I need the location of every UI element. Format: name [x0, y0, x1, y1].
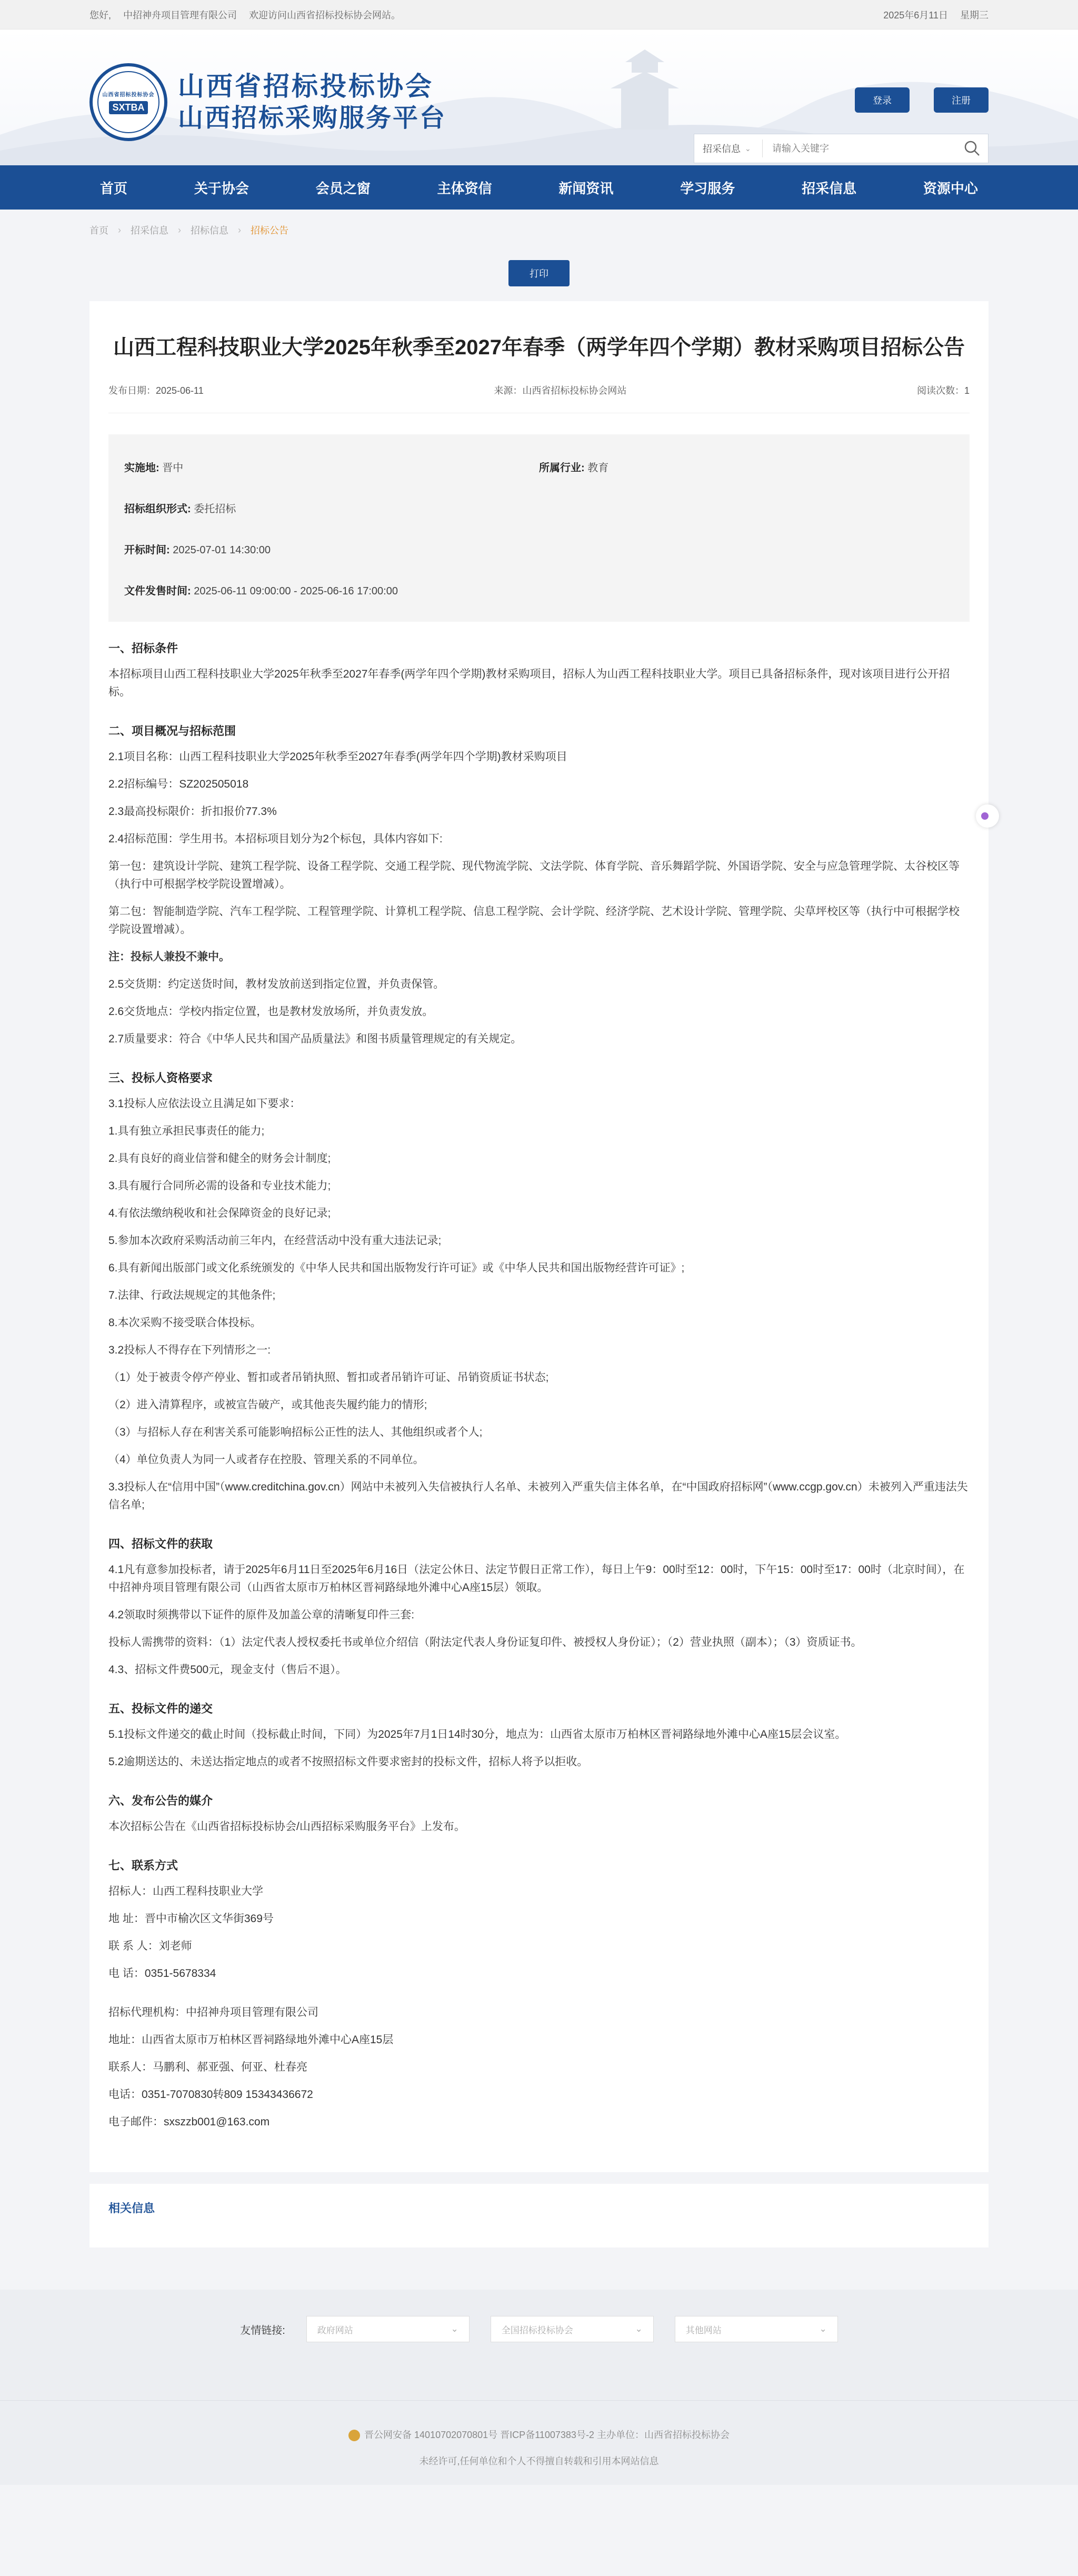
main-nav [0, 165, 1078, 210]
site-title-line2: 山西招标采购服务平台 [178, 104, 447, 132]
article-card [89, 301, 989, 2172]
doc-time-value: 2025-06-11 09:00:00 - 2025-06-16 17:00:00 [194, 585, 398, 597]
section-heading: 六、发布公告的媒介 [108, 1794, 213, 1807]
search-category-select[interactable] [694, 140, 763, 157]
paragraph: 电话：0351-7070830转809 15343436672 [108, 2088, 313, 2101]
org-form-label: 招标组织形式: [124, 503, 191, 515]
paragraph: 1.具有独立承担民事责任的能力; [108, 1125, 265, 1137]
nav-about[interactable]: 关于协会 [194, 180, 249, 196]
section-heading: 二、项目概况与招标范围 [108, 724, 236, 738]
current-weekday: 星期三 [960, 10, 989, 21]
copyright [0, 2400, 1078, 2474]
chevron-down-icon: ⌄ [819, 2324, 827, 2334]
link-select-gov[interactable] [306, 2316, 470, 2342]
paragraph: 地址：山西省太原市万柏林区晋祠路绿地外滩中心A座15层 [108, 2034, 394, 2046]
link-select-national[interactable] [491, 2316, 654, 2342]
seal-abbr: SXTBA [109, 101, 147, 114]
paragraph: 2.6交货地点：学校内指定位置，也是教材发放场所，并负责发放。 [108, 1006, 434, 1018]
paragraph: 4.1凡有意参加投标者，请于2025年6月11日至2025年6月16日（法定公休日、法定节假日正常工作），每日上午9：00时至12：00时，下午15：00时至17：00时（北京时间），在中招神舟项目管理有限公司（山西省太原市万柏林区晋祠路绿地外滩中心A座15层）领取。 [108, 1564, 965, 1594]
current-date: 2025年6月11日 [883, 10, 948, 21]
link-select-label: 政府网站 [317, 2325, 353, 2335]
section-heading: 三、投标人资格要求 [108, 1071, 213, 1085]
paragraph: 3.2投标人不得存在下列情形之一: [108, 1344, 271, 1356]
breadcrumb-procurement[interactable]: 招采信息 [131, 225, 168, 236]
welcome-text: 欢迎访问山西省招标投标协会网站。 [249, 10, 401, 21]
chevron-down-icon: ⌄ [745, 144, 751, 153]
breadcrumb-current: 招标公告 [251, 225, 288, 236]
paragraph: 招标人：山西工程科技职业大学 [108, 1885, 263, 1897]
nav-members[interactable]: 会员之窗 [315, 180, 371, 196]
paragraph: （2）进入清算程序，或被宣告破产，或其他丧失履约能力的情形; [108, 1399, 427, 1411]
section-heading: 五、投标文件的递交 [108, 1702, 213, 1715]
breadcrumb [89, 210, 989, 251]
site-logo[interactable] [89, 63, 446, 141]
paragraph: 本次招标公告在《山西省招标投标协会/山西招标采购服务平台》上发布。 [108, 1821, 465, 1833]
friendly-links [0, 2316, 1078, 2342]
paragraph: 3.3投标人在“信用中国”（www.creditchina.gov.cn）网站中未被列入失信被执行人名单、未被列入严重失信主体名单，在“中国政府招标网”（www.ccgp.gov.cn）未被列入严重违法失信名单; [108, 1481, 968, 1511]
nav-news[interactable]: 新闻资讯 [558, 180, 614, 196]
paragraph: 投标人需携带的资料：（1）法定代表人授权委托书或单位介绍信（附法定代表人身份证复印件、被授权人身份证）；（2）营业执照（副本）；（3）资质证书。 [108, 1636, 862, 1648]
search-input[interactable] [763, 143, 956, 154]
link-select-label: 其他网站 [685, 2325, 722, 2335]
org-form-value: 委托招标 [194, 503, 236, 515]
copyright-notice: 未经许可,任何单位和个人不得擅自转载和引用本网站信息 [419, 2456, 659, 2466]
paragraph: 招标代理机构：中招神舟项目管理有限公司 [108, 2006, 318, 2018]
paragraph: 2.5交货期：约定送货时间，教材发放前送到指定位置，并负责保管。 [108, 978, 445, 990]
search-icon[interactable] [956, 140, 988, 157]
paragraph: 2.2招标编号：SZ202505018 [108, 778, 249, 790]
project-info-box [108, 434, 970, 622]
search-category-label: 招采信息 [703, 144, 741, 154]
chevron-down-icon: ⌄ [635, 2324, 643, 2334]
view-count-value: 1 [964, 385, 970, 396]
place-value: 晋中 [162, 462, 184, 474]
publish-date: 发布日期：2025-06-11 [108, 385, 204, 396]
paragraph: 3.1投标人应依法设立且满足如下要求： [108, 1098, 301, 1110]
section-heading: 四、招标文件的获取 [108, 1537, 213, 1550]
note-paragraph: 注：投标人兼投不兼中。 [108, 951, 230, 963]
paragraph: 8.本次采购不接受联合体投标。 [108, 1317, 262, 1329]
paragraph: 2.4招标范围：学生用书。本招标项目划分为2个标包，具体内容如下: [108, 833, 443, 845]
paragraph: 本招标项目山西工程科技职业大学2025年秋季至2027年春季(两学年四个学期)教材采购项目，招标人为山西工程科技职业大学。项目已具备招标条件，现对该项目进行公开招标。 [108, 668, 950, 698]
article-title: 山西工程科技职业大学2025年秋季至2027年春季（两学年四个学期）教材采购项目招标公告 [113, 336, 965, 359]
top-strip [0, 0, 1078, 29]
paragraph: 电 话：0351-5678334 [108, 1967, 216, 1980]
site-title-line1: 山西省招标投标协会 [178, 72, 434, 101]
register-button[interactable]: 注册 [934, 87, 989, 113]
paragraph: 第二包：智能制造学院、汽车工程学院、工程管理学院、计算机工程学院、信息工程学院、会计学院、经济学院、艺术设计学院、管理学院、尖草坪校区等（执行中可根据学校学院设置增减）。 [108, 906, 960, 936]
paragraph: （4）单位负责人为同一人或者存在控股、管理关系的不同单位。 [108, 1454, 424, 1466]
icp-text: 晋公网安备 14010702070801号 晋ICP备11007383号-2 主办单位：山西省招标投标协会 [364, 2430, 730, 2440]
paragraph: 5.2逾期送达的、未送达指定地点的或者不按照招标文件要求密封的投标文件，招标人将予以拒收。 [108, 1756, 588, 1768]
nav-credit[interactable]: 主体资信 [437, 180, 492, 196]
login-button[interactable]: 登录 [855, 87, 910, 113]
floating-widget-icon[interactable] [976, 804, 999, 828]
paragraph: 6.具有新闻出版部门或文化系统颁发的《中华人民共和国出版物发行许可证》或《中华人民共和国出版物经营许可证》; [108, 1262, 685, 1274]
chevron-right-icon: › [238, 224, 241, 235]
paragraph: 2.具有良好的商业信誉和健全的财务会计制度; [108, 1152, 331, 1165]
paragraph: 5.参加本次政府采购活动前三年内，在经营活动中没有重大违法记录; [108, 1235, 442, 1247]
paragraph: 地 址：晋中市榆次区文华街369号 [108, 1913, 274, 1925]
paragraph: （3）与招标人存在利害关系可能影响招标公正性的法人、其他组织或者个人; [108, 1426, 483, 1438]
police-badge-icon [348, 2430, 360, 2441]
article-body [108, 640, 970, 2131]
site-footer [0, 2290, 1078, 2485]
view-count-label: 阅读次数： [916, 385, 964, 396]
open-time-label: 开标时间: [124, 544, 170, 556]
related-info-panel [89, 2184, 989, 2247]
paragraph: 4.有依法缴纳税收和社会保障资金的良好记录; [108, 1207, 331, 1219]
nav-resources[interactable]: 资源中心 [923, 180, 978, 196]
section-heading: 一、招标条件 [108, 642, 178, 655]
paragraph: 联系人：马鹏利、郝亚强、何亚、杜春亮 [108, 2061, 307, 2073]
view-count [917, 383, 970, 397]
chevron-right-icon: › [178, 224, 181, 235]
paragraph: 3.具有履行合同所必需的设备和专业技术能力; [108, 1180, 331, 1192]
industry-label: 所属行业: [539, 462, 585, 474]
chevron-down-icon: ⌄ [451, 2324, 458, 2334]
paragraph: 5.1投标文件递交的截止时间（投标截止时间，下同）为2025年7月1日14时30分，地点为：山西省太原市万柏林区晋祠路绿地外滩中心A座15层会议室。 [108, 1728, 846, 1740]
related-info-title: 相关信息 [108, 2202, 155, 2215]
article-meta [108, 383, 970, 413]
paragraph: 2.1项目名称：山西工程科技职业大学2025年秋季至2027年春季(两学年四个学期)教材采购项目 [108, 751, 567, 763]
search-box [694, 134, 989, 163]
seal-ring-text: 山西省招标投标协会 [102, 92, 155, 98]
nav-home[interactable]: 首页 [100, 180, 128, 196]
print-button[interactable]: 打印 [508, 260, 570, 286]
article-source: 来源：山西省招标投标协会网站 [494, 385, 627, 396]
place-label: 实施地: [124, 462, 159, 474]
paragraph: （1）处于被责令停产停业、暂扣或者吊销执照、暂扣或者吊销许可证、吊销资质证书状态; [108, 1371, 549, 1384]
nav-learning[interactable]: 学习服务 [680, 180, 735, 196]
paragraph: 联 系 人：刘老师 [108, 1940, 192, 1952]
industry-value: 教育 [587, 462, 609, 474]
paragraph: 2.7质量要求：符合《中华人民共和国产品质量法》和图书质量管理规定的有关规定。 [108, 1033, 522, 1045]
association-seal-icon [89, 63, 167, 141]
link-select-other[interactable] [675, 2316, 838, 2342]
link-select-label: 全国招标投标协会 [501, 2325, 573, 2335]
paragraph: 电子邮件：sxszzb001@163.com [108, 2116, 270, 2128]
paragraph: 4.3、招标文件费500元，现金支付（售后不退）。 [108, 1664, 347, 1676]
section-heading: 七、联系方式 [108, 1859, 178, 1872]
paragraph: 4.2领取时须携带以下证件的原件及加盖公章的清晰复印件三套: [108, 1609, 415, 1621]
site-header [0, 29, 1078, 165]
user-company: 中招神舟项目管理有限公司 [123, 10, 237, 21]
open-time-value: 2025-07-01 14:30:00 [173, 544, 271, 556]
nav-procurement[interactable]: 招采信息 [802, 180, 857, 196]
breadcrumb-home[interactable]: 首页 [89, 225, 108, 236]
breadcrumb-tender-info[interactable]: 招标信息 [191, 225, 228, 236]
greeting: 您好, [89, 10, 112, 21]
links-label: 友情链接: [240, 2324, 285, 2336]
chevron-right-icon: › [118, 224, 121, 235]
paragraph: 第一包：建筑设计学院、建筑工程学院、设备工程学院、交通工程学院、现代物流学院、文法学院、体育学院、音乐舞蹈学院、外国语学院、安全与应急管理学院、太谷校区等（执行中可根据学校学院设置增减）。 [108, 860, 960, 890]
doc-time-label: 文件发售时间: [124, 585, 191, 597]
paragraph: 2.3最高投标限价：折扣报价77.3% [108, 805, 277, 818]
paragraph: 7.法律、行政法规规定的其他条件; [108, 1289, 276, 1301]
